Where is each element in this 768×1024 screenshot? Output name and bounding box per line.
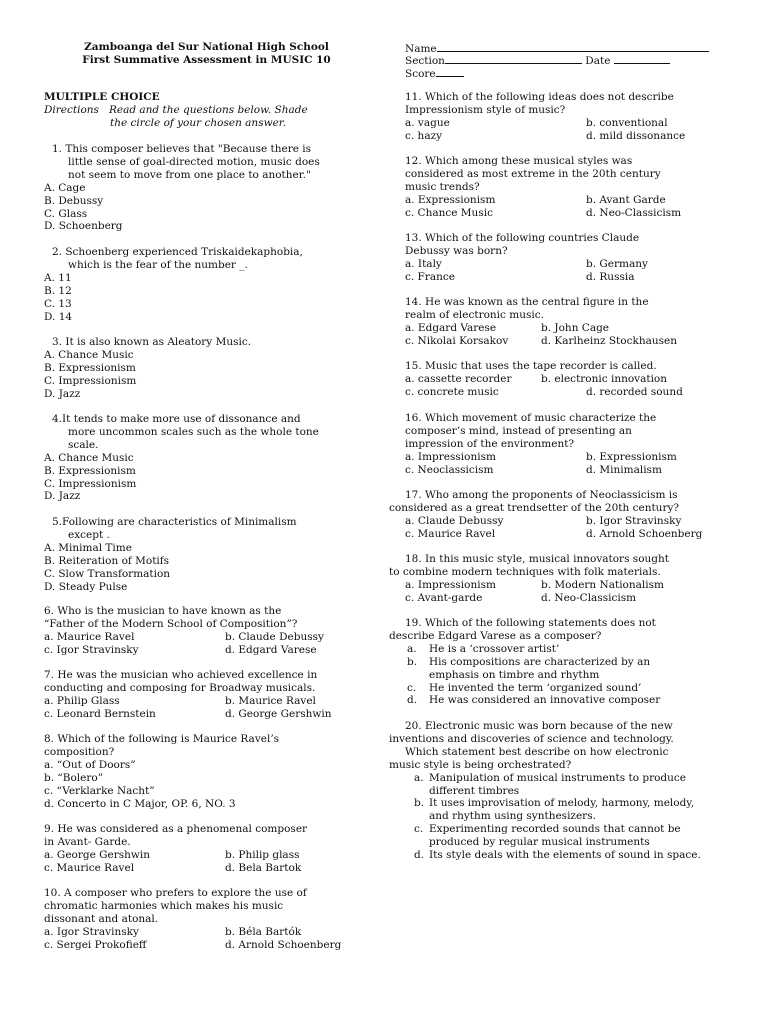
answer-option[interactable]: c. Chance Music <box>405 206 493 219</box>
answer-option[interactable]: b. Béla Bartók <box>225 925 302 938</box>
question-text: to combine modern techniques with folk materials. <box>389 565 661 578</box>
question-11 <box>389 91 723 143</box>
question-text: 9. He was considered as a phenomenal composer <box>44 823 308 835</box>
answer-option[interactable]: a. Edgard Varese <box>405 321 497 334</box>
question-1 <box>44 143 369 233</box>
question-text: 12. Which among these musical styles was <box>405 155 633 167</box>
answer-option[interactable] <box>389 643 723 656</box>
question-text: describe Edgard Varese as a composer? <box>389 629 602 642</box>
question-13 <box>389 232 723 284</box>
question-text: 11. Which of the following ideas does not describe <box>405 91 674 103</box>
option-letter: a. <box>414 771 424 784</box>
question-15 <box>389 360 723 399</box>
answer-option[interactable]: c. Igor Stravinsky <box>44 643 139 656</box>
answer-option[interactable]: B. 12 <box>44 284 72 297</box>
question-19 <box>389 617 723 707</box>
question-text: impression of the environment? <box>405 437 575 450</box>
question-4 <box>44 413 369 503</box>
answer-option[interactable]: A. Chance Music <box>44 348 134 361</box>
answer-option[interactable]: d. mild dissonance <box>586 129 686 142</box>
answer-option[interactable]: C. Impressionism <box>44 374 137 387</box>
question-14 <box>389 296 723 348</box>
answer-option[interactable]: c. Leonard Bernstein <box>44 707 156 720</box>
section-label: Section <box>405 55 445 67</box>
question-text: realm of electronic music. <box>405 308 544 321</box>
answer-option[interactable] <box>389 682 723 695</box>
answer-option[interactable]: b. Germany <box>586 257 648 270</box>
answer-option[interactable]: D. 14 <box>44 310 73 323</box>
option-text: Its style deals with the elements of sound in space. <box>429 849 701 862</box>
answer-option[interactable]: D. Jazz <box>44 490 81 503</box>
question-text: 4.It tends to make more use of dissonance and <box>52 413 301 425</box>
option-letter: b. <box>414 797 425 810</box>
answer-option[interactable]: d. Neo-Classicism <box>541 591 637 604</box>
question-text: little sense of goal-directed motion, music does <box>68 155 320 168</box>
answer-option[interactable]: d. Neo-Classicism <box>586 206 682 219</box>
school-name: Zamboanga del Sur National High School <box>84 41 329 53</box>
name-line[interactable] <box>437 41 709 52</box>
answer-option[interactable]: A. Minimal Time <box>44 541 132 554</box>
answer-option[interactable]: B. Expressionism <box>44 464 136 477</box>
question-text: 13. Which of the following countries Claude <box>405 232 640 244</box>
answer-option[interactable]: c. Nikolai Korsakov <box>405 334 509 347</box>
question-text: not seem to move from one place to another." <box>68 168 311 181</box>
answer-option[interactable]: b. electronic innovation <box>541 372 668 385</box>
question-text: 7. He was the musician who achieved excellence in <box>44 669 318 681</box>
score-line[interactable] <box>436 66 464 77</box>
answer-option[interactable]: b. Avant Garde <box>586 193 666 206</box>
question-text: chromatic harmonies which makes his music <box>44 899 284 912</box>
answer-option[interactable]: a. Igor Stravinsky <box>44 925 139 938</box>
directions-text-1: Read and the questions below. Shade <box>108 104 308 116</box>
question-6 <box>44 605 369 657</box>
question-text: music trends? <box>405 180 480 193</box>
answer-option[interactable]: d. recorded sound <box>586 385 683 398</box>
answer-option[interactable]: c. “Verklarke Nacht” <box>44 784 155 797</box>
question-text: 16. Which movement of music characterize the <box>405 412 657 424</box>
question-text: 10. A composer who prefers to explore the use of <box>44 887 307 899</box>
question-text: 6. Who is the musician to have known as the <box>44 605 282 617</box>
directions-text-2: the circle of your chosen answer. <box>110 117 286 129</box>
question-12 <box>389 155 723 220</box>
answer-option[interactable]: d. Concerto in C Major, OP. 6, NO. 3 <box>44 797 236 810</box>
answer-option[interactable]: b. Modern Nationalism <box>541 578 664 591</box>
answer-option[interactable]: d. Minimalism <box>586 463 662 476</box>
question-9 <box>44 823 369 875</box>
question-text: dissonant and atonal. <box>44 912 159 925</box>
option-text: His compositions are characterized by an emphasis on timbre and rhythm <box>429 655 651 681</box>
option-text: He is a ‘crossover artist’ <box>429 642 560 655</box>
answer-option[interactable]: a. Maurice Ravel <box>44 630 135 643</box>
question-8 <box>44 733 369 810</box>
question-2 <box>44 246 369 323</box>
directions-label: Directions <box>44 104 99 116</box>
answer-option[interactable]: D. Jazz <box>44 387 81 400</box>
date-label: Date <box>585 55 611 67</box>
answer-option[interactable]: a. Italy <box>405 257 442 270</box>
answer-option[interactable]: A. 11 <box>44 271 72 284</box>
directions <box>44 104 369 117</box>
option-text: It uses improvisation of melody, harmony, melody, and rhythm using synthesizers. <box>429 797 695 823</box>
question-text: 15. Music that uses the tape recorder is called. <box>405 360 657 372</box>
question-3 <box>44 336 369 401</box>
question-text: in Avant- Garde. <box>44 835 131 848</box>
answer-option[interactable]: b. John Cage <box>541 321 610 334</box>
question-text: 5.Following are characteristics of Minimalism <box>52 516 297 528</box>
answer-option[interactable]: a. Philip Glass <box>44 694 120 707</box>
answer-option[interactable]: a. George Gershwin <box>44 848 151 861</box>
answer-option[interactable]: a. “Out of Doors” <box>44 758 136 771</box>
option-text: Manipulation of musical instruments to produce different timbres <box>429 771 686 797</box>
question-text: 2. Schoenberg experienced Triskaidekaphobia, <box>52 246 303 258</box>
answer-option[interactable]: d. George Gershwin <box>225 707 332 720</box>
option-letter: d. <box>414 849 425 862</box>
question-text: 18. In this music style, musical innovators sought <box>405 553 669 565</box>
date-line[interactable] <box>614 53 670 64</box>
option-text: He invented the term ‘organized sound’ <box>429 681 642 694</box>
answer-option[interactable]: c. Neoclassicism <box>405 463 494 476</box>
answer-option[interactable] <box>389 849 723 862</box>
answer-option[interactable]: b. Claude Debussy <box>225 630 324 643</box>
section-title: MULTIPLE CHOICE <box>44 91 160 103</box>
name-label: Name <box>405 43 437 55</box>
answer-option[interactable]: D. Steady Pulse <box>44 580 128 593</box>
question-text: 20. Electronic music was born because of the new <box>405 720 673 732</box>
question-text: conducting and composing for Broadway musicals. <box>44 681 316 694</box>
answer-option[interactable]: d. Karlheinz Stockhausen <box>541 334 677 347</box>
question-text: Debussy was born? <box>405 244 508 257</box>
option-letter: b. <box>407 655 418 668</box>
question-18 <box>389 553 723 605</box>
answer-option[interactable]: c. concrete music <box>405 385 499 398</box>
answer-option[interactable]: C. Slow Transformation <box>44 567 171 580</box>
answer-option[interactable]: D. Schoenberg <box>44 220 123 233</box>
answer-option[interactable]: b. Expressionism <box>586 450 677 463</box>
answer-option[interactable]: a. cassette recorder <box>405 372 512 385</box>
question-text: “Father of the Modern School of Composition”? <box>44 617 298 630</box>
question-text: composition? <box>44 745 115 758</box>
question-text: which is the fear of the number _. <box>68 258 248 271</box>
question-text: except . <box>68 528 110 541</box>
answer-option[interactable]: B. Debussy <box>44 194 104 207</box>
question-text: 14. He was known as the central figure in the <box>405 296 649 308</box>
answer-option[interactable]: a. vague <box>405 116 450 129</box>
question-text: Impressionism style of music? <box>405 103 566 116</box>
question-17 <box>389 489 723 541</box>
answer-option[interactable]: c. Maurice Ravel <box>405 527 496 540</box>
question-16 <box>389 412 723 477</box>
option-text: He was considered an innovative composer <box>429 694 661 707</box>
option-text: Experimenting recorded sounds that cannot be produced by regular musical instruments <box>429 823 681 849</box>
option-letter: a. <box>407 642 417 655</box>
question-text: 8. Which of the following is Maurice Ravel’s <box>44 733 280 745</box>
question-5 <box>44 516 369 593</box>
question-text: considered as a great trendsetter of the 20th century? <box>389 501 680 514</box>
question-text: 1. This composer believes that "Because there is <box>52 143 312 155</box>
question-text: Which statement best describe on how electronic <box>405 745 669 758</box>
answer-option[interactable]: d. Russia <box>586 270 635 283</box>
answer-option[interactable]: d. Edgard Varese <box>225 643 317 656</box>
question-text: 3. It is also known as Aleatory Music. <box>52 336 252 348</box>
answer-option[interactable]: b. Maurice Ravel <box>225 694 316 707</box>
answer-option[interactable] <box>389 772 723 798</box>
question-text: considered as most extreme in the 20th century <box>405 167 661 180</box>
question-7 <box>44 669 369 721</box>
answer-option[interactable]: A. Cage <box>44 181 86 194</box>
option-letter: d. <box>407 694 418 707</box>
answer-option[interactable] <box>389 694 723 707</box>
question-text: inventions and discoveries of science and technology. <box>389 732 674 745</box>
question-10 <box>44 887 369 952</box>
question-text: more uncommon scales such as the whole tone <box>68 425 319 438</box>
answer-option[interactable]: A. Chance Music <box>44 451 134 464</box>
answer-option[interactable]: b. Philip glass <box>225 848 300 861</box>
answer-option[interactable]: c. hazy <box>405 129 443 142</box>
answer-option[interactable]: c. France <box>405 270 455 283</box>
answer-option[interactable]: c. Maurice Ravel <box>44 861 135 874</box>
question-text: 17. Who among the proponents of Neoclassicism is <box>405 489 678 501</box>
answer-option[interactable]: C. Glass <box>44 207 88 220</box>
answer-option[interactable] <box>389 656 723 682</box>
answer-option[interactable]: a. Expressionism <box>405 193 496 206</box>
answer-option[interactable]: b. Igor Stravinsky <box>586 514 682 527</box>
question-20 <box>389 720 723 862</box>
answer-option[interactable]: b. conventional <box>586 116 668 129</box>
answer-option[interactable]: a. Impressionism <box>405 450 496 463</box>
answer-option[interactable]: B. Expressionism <box>44 361 136 374</box>
score-label: Score <box>405 68 436 80</box>
question-text: music style is being orchestrated? <box>389 758 572 771</box>
answer-option[interactable]: b. “Bolero” <box>44 771 104 784</box>
answer-option[interactable] <box>389 823 723 849</box>
answer-option[interactable]: d. Arnold Schoenberg <box>225 938 342 951</box>
option-letter: c. <box>407 681 417 694</box>
option-letter: c. <box>414 823 424 836</box>
answer-option[interactable]: d. Arnold Schoenberg <box>586 527 703 540</box>
answer-option[interactable]: a. Claude Debussy <box>405 514 504 527</box>
question-text: 19. Which of the following statements does not <box>405 617 656 629</box>
answer-option[interactable]: c. Avant-garde <box>405 591 483 604</box>
question-text: composer’s mind, instead of presenting an <box>405 424 632 437</box>
answer-option[interactable]: a. Impressionism <box>405 578 496 591</box>
answer-option[interactable]: C. Impressionism <box>44 477 137 490</box>
answer-option[interactable]: c. Sergei Prokofieff <box>44 938 147 951</box>
answer-option[interactable] <box>389 797 723 823</box>
answer-option[interactable]: d. Bela Bartok <box>225 861 302 874</box>
section-line[interactable] <box>445 53 582 64</box>
exam-title: First Summative Assessment in MUSIC 10 <box>82 54 331 66</box>
score-field[interactable] <box>405 66 723 81</box>
answer-option[interactable]: B. Reiteration of Motifs <box>44 554 170 567</box>
answer-option[interactable]: C. 13 <box>44 297 72 310</box>
question-text: scale. <box>68 438 99 451</box>
